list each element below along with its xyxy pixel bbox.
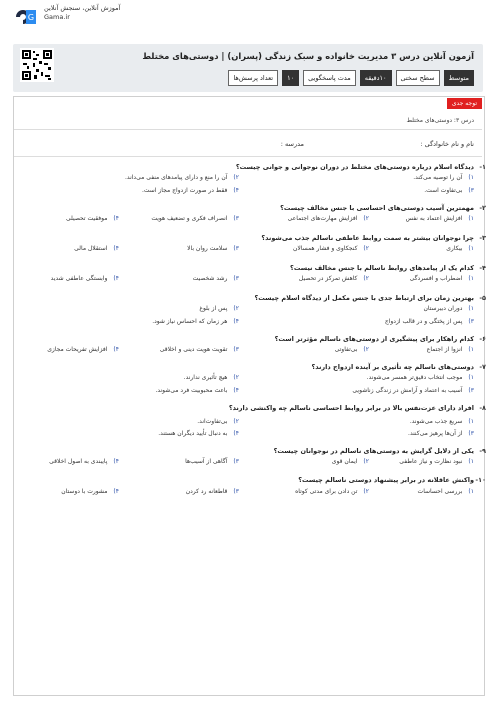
meta-difficulty: متوسط (444, 70, 474, 86)
question-text: کدام راهکار برای پیشگیری از دوستی‌های ناسالم مؤثرتر است؟ (274, 335, 474, 343)
question-9: ۹- یکی از دلایل گرایش به دوستی‌های ناسالم در نوجوانان چیست؟ ۱)نبود نظارت و نیاز عاطفی ۲)ایمان قوی ۳)آگاهی از آسیب‌ها ۴)پایبندی به اصول اخلاقی (49, 447, 486, 465)
lesson-label: درس ۳: دوستی‌های مختلط (406, 117, 474, 124)
option-3[interactable]: ۳)رشد شخصیت (192, 275, 239, 282)
option-1[interactable]: ۱)انزوا از اجتماع (426, 346, 474, 353)
option-4[interactable]: ۴)استقلال مالی (74, 245, 119, 252)
option-1[interactable]: ۱)سریع جذب می‌شوند. (409, 418, 474, 425)
option-3[interactable]: ۳)پس از پختگی و در قالب ازدواج (384, 318, 474, 325)
option-4[interactable]: ۴)موفقیت تحصیلی (66, 215, 119, 222)
option-2[interactable]: ۲)پس از بلوغ (199, 305, 239, 312)
site-name: آموزش آنلاین، سنجش آنلاین (44, 4, 121, 12)
option-3[interactable]: ۳)آگاهی از آسیب‌ها (185, 458, 239, 465)
divider (14, 129, 482, 130)
option-4[interactable]: ۴)مشورت با دوستان (61, 488, 119, 495)
question-text: دیدگاه اسلام درباره دوستی‌های مختلط در دوران نوجوانی و جوانی چیست؟ (235, 163, 474, 171)
question-text: چرا نوجوانان بیشتر به سمت روابط عاطفی ناسالم جذب می‌شوند؟ (261, 234, 474, 242)
option-1[interactable]: ۱)نبود نظارت و نیاز عاطفی (399, 458, 474, 465)
option-4[interactable]: ۴)وابستگی عاطفی شدید (50, 275, 119, 282)
notice-badge: توجه جدی (447, 98, 482, 109)
option-3[interactable]: ۳)انصراف فکری و تضعیف هویت (151, 215, 239, 222)
school-label: مدرسه : (280, 140, 304, 148)
option-2[interactable]: ۲)آن را منع و دارای پیامدهای منفی می‌داند. (125, 174, 239, 181)
option-1[interactable]: ۱)بررسی احساسات (417, 488, 474, 495)
divider (14, 156, 482, 157)
question-text: یکی از دلایل گرایش به دوستی‌های ناسالم در نوجوانان چیست؟ (273, 447, 474, 455)
site-branding (44, 4, 154, 22)
option-2[interactable]: ۲)تن دادن برای مدتی کوتاه (295, 488, 369, 495)
student-name-label: نام و نام خانوادگی : (420, 140, 474, 148)
option-2[interactable]: ۲)هیچ تأثیری ندارند. (183, 374, 239, 381)
option-4[interactable]: ۴)باعث محبوبیت فرد می‌شوند. (155, 387, 239, 394)
meta-difficulty-label: سطح سختی (396, 70, 440, 86)
option-4[interactable]: ۴)افزایش تفریحات مجازی (47, 346, 119, 353)
question-text: افراد دارای عزت‌نفس بالا در برابر روابط احساسی ناسالم چه واکنشی دارند؟ (228, 404, 474, 412)
question-number: ۱- (479, 163, 486, 171)
exam-title: آزمون آنلاین درس ۳ مدیریت خانواده و سبک زندگی (پسران) | دوستی‌های مختلط (142, 51, 474, 61)
option-4[interactable]: ۴)به دنبال تأیید دیگران هستند. (158, 430, 239, 437)
option-3[interactable]: ۳)آسیب به اعتماد و آرامش در زندگی زناشویی (352, 387, 474, 394)
option-3[interactable]: ۳)تقویت هویت دینی و اخلاقی (159, 346, 239, 353)
option-3[interactable]: ۳)از آن‌ها پرهیز می‌کنند. (408, 430, 474, 437)
question-text: دوستی‌های ناسالم چه تأثیری بر آینده ازدواج دارند؟ (311, 363, 474, 371)
gama-logo (12, 6, 40, 28)
question-3: ۳- چرا نوجوانان بیشتر به سمت روابط عاطفی ناسالم جذب می‌شوند؟ ۱)بیکاری ۲)کنجکاوی و فشار همسالان ۳)سلامت روان بالا ۴)استقلال مالی (74, 234, 486, 252)
option-2[interactable]: ۲)بی‌تفاوتی (334, 346, 369, 353)
student-info (24, 140, 474, 148)
question-4: ۴- کدام یک از پیامدهای روابط ناسالم با جنس مخالف نیست؟ ۱)اضطراب و افسردگی ۲)کاهش تمرکز در تحصیل ۳)رشد شخصیت ۴)وابستگی عاطفی شدید (50, 264, 486, 282)
option-2[interactable]: ۲)کنجکاوی و فشار همسالان (292, 245, 369, 252)
qr-code-icon (20, 48, 54, 82)
question-text: بهترین زمان برای ارتباط جدی با جنس مکمل از دیدگاه اسلام چیست؟ (254, 294, 474, 302)
option-2[interactable]: ۲)بی‌تفاوت‌اند. (197, 418, 239, 425)
site-url[interactable]: Gama.ir (44, 13, 70, 21)
option-1[interactable]: ۱)افزایش اعتماد به نفس (405, 215, 474, 222)
option-1[interactable]: ۱)دوران دبیرستان (423, 305, 474, 312)
question-5: ۵- بهترین زمان برای ارتباط جدی با جنس مکمل از دیدگاه اسلام چیست؟ ۱)دوران دبیرستان ۲)پس از بلوغ ۳)پس از پختگی و در قالب ازدواج ۴)هر زمان که احساس نیاز شود. (152, 294, 486, 325)
option-1[interactable]: ۱)موجب انتخاب دقیق‌تر همسر می‌شوند. (366, 374, 474, 381)
option-3[interactable]: ۳)سلامت روان بالا (187, 245, 239, 252)
question-text: مهمترین آسیب دوستی‌های احساسی با جنس مخالف چیست؟ (280, 204, 474, 212)
question-text: کدام یک از پیامدهای روابط ناسالم با جنس مخالف نیست؟ (290, 264, 474, 272)
option-1[interactable]: ۱)آن را توصیه می‌کند. (413, 174, 474, 181)
option-4[interactable]: ۴)پایبندی به اصول اخلاقی (49, 458, 119, 465)
option-2[interactable]: ۲)کاهش تمرکز در تحصیل (298, 275, 369, 282)
option-4[interactable]: ۴)فقط در صورت ازدواج مجاز است. (141, 187, 239, 194)
option-3[interactable]: ۳)قاطعانه رد کردن (185, 488, 239, 495)
question-text: واکنش عاقلانه در برابر پیشنهاد دوستی ناسالم چیست؟ (298, 476, 474, 484)
question-7: ۷- دوستی‌های ناسالم چه تأثیری بر آینده ازدواج دارند؟ ۱)موجب انتخاب دقیق‌تر همسر می‌شوند. ۲)هیچ تأثیری ندارند. ۳)آسیب به اعتماد و آرامش در زندگی زناشویی ۴)باعث محبوبیت فرد می‌شوند. (155, 363, 486, 394)
option-1[interactable]: ۱)بیکاری (446, 245, 474, 252)
question-8: ۸- افراد دارای عزت‌نفس بالا در برابر روابط احساسی ناسالم چه واکنشی دارند؟ ۱)سریع جذب می‌شوند. ۲)بی‌تفاوت‌اند. ۳)از آن‌ها پرهیز می‌کنند. ۴)به دنبال تأیید دیگران هستند. (158, 404, 486, 437)
option-4[interactable]: ۴)هر زمان که احساس نیاز شود. (152, 318, 239, 325)
meta-question-count-label: تعداد پرسش‌ها (228, 70, 278, 86)
option-3[interactable]: ۳)بی‌تفاوت است. (424, 187, 474, 194)
question-10: ۱۰- واکنش عاقلانه در برابر پیشنهاد دوستی ناسالم چیست؟ ۱)بررسی احساسات ۲)تن دادن برای مدتی کوتاه ۳)قاطعانه رد کردن ۴)مشورت با دوستان (61, 476, 486, 495)
option-1[interactable]: ۱)اضطراب و افسردگی (409, 275, 474, 282)
question-1 (24, 163, 486, 194)
option-2[interactable]: ۲)افزایش مهارت‌های اجتماعی (287, 215, 369, 222)
exam-meta (228, 70, 474, 86)
question-2: ۲- مهمترین آسیب دوستی‌های احساسی با جنس مخالف چیست؟ ۱)افزایش اعتماد به نفس ۲)افزایش مهارت‌های اجتماعی ۳)انصراف فکری و تضعیف هویت ۴)موفقیت تحصیلی (66, 204, 486, 222)
meta-duration-label: مدت پاسخگویی (303, 70, 356, 86)
option-2[interactable]: ۲)ایمان قوی (331, 458, 369, 465)
questions-frame (13, 96, 485, 696)
meta-question-count: ۱۰ (282, 70, 299, 86)
question-6: ۶- کدام راهکار برای پیشگیری از دوستی‌های ناسالم مؤثرتر است؟ ۱)انزوا از اجتماع ۲)بی‌تفاوتی ۳)تقویت هویت دینی و اخلاقی ۴)افزایش تفریحات مجازی (47, 335, 486, 353)
meta-duration: ۱۰دقیقه (360, 70, 392, 86)
svg-text:G: G (27, 13, 35, 22)
